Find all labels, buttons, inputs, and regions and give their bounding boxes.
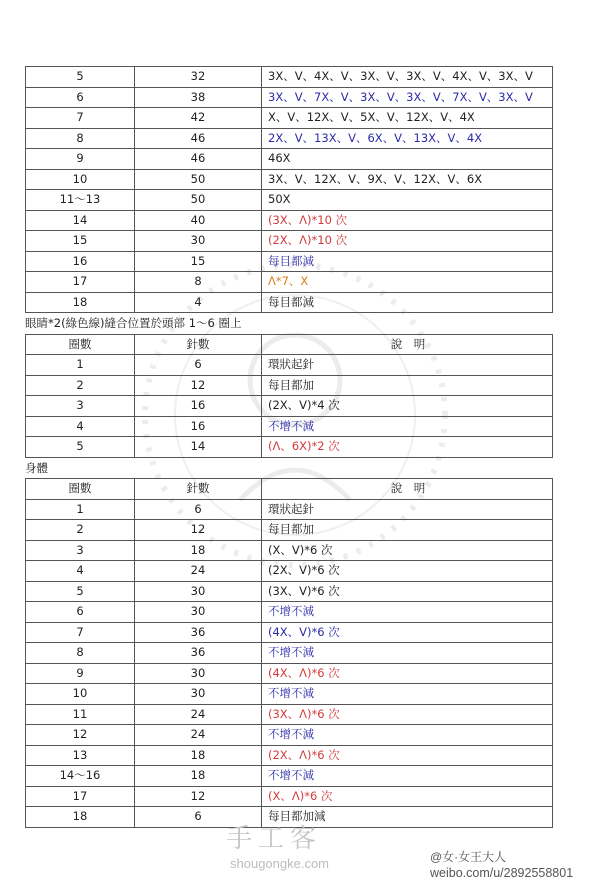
weibo-handle: @女·女王大人 [430, 850, 507, 864]
table-row [26, 725, 553, 746]
stitches-cell: 30 [135, 231, 262, 252]
desc-cell: 不增不減 [262, 643, 553, 664]
stitches-cell: 12 [135, 786, 262, 807]
round-cell: 2 [26, 375, 135, 396]
stitches-cell: 38 [135, 87, 262, 108]
col-header-stitches: 針數 [135, 479, 262, 500]
table-row [26, 231, 553, 252]
desc-cell: (2X、Λ)*6 次 [262, 745, 553, 766]
desc-cell: 每目都減 [262, 292, 553, 313]
round-cell: 8 [26, 643, 135, 664]
desc-cell: (X、Λ)*6 次 [262, 786, 553, 807]
desc-cell: (Λ、6X)*2 次 [262, 437, 553, 458]
desc-cell: (4X、V)*6 次 [262, 622, 553, 643]
stitches-cell: 50 [135, 169, 262, 190]
eyes-header-row [26, 334, 553, 355]
round-cell: 15 [26, 231, 135, 252]
desc-cell: 不增不減 [262, 684, 553, 705]
table-row [26, 396, 553, 417]
table-row [26, 149, 553, 170]
round-cell: 6 [26, 602, 135, 623]
body-header-row [26, 479, 553, 500]
stitches-cell: 24 [135, 725, 262, 746]
table-row [26, 622, 553, 643]
round-cell: 3 [26, 540, 135, 561]
round-cell: 13 [26, 745, 135, 766]
desc-cell: 不增不減 [262, 725, 553, 746]
table-row [26, 87, 553, 108]
col-header-round: 圈數 [26, 479, 135, 500]
round-cell: 3 [26, 396, 135, 417]
round-cell: 1 [26, 355, 135, 376]
stitches-cell: 30 [135, 581, 262, 602]
round-cell: 2 [26, 520, 135, 541]
table-row [26, 272, 553, 293]
desc-cell: 3X、V、4X、V、3X、V、3X、V、4X、V、3X、V [262, 67, 553, 88]
table-row [26, 581, 553, 602]
watermark-site: shougongke.com [230, 856, 330, 871]
table-row [26, 67, 553, 88]
table-row [26, 190, 553, 211]
stitches-cell: 18 [135, 766, 262, 787]
desc-cell: 46X [262, 149, 553, 170]
round-cell: 7 [26, 108, 135, 129]
stitches-cell: 6 [135, 355, 262, 376]
table-row [26, 704, 553, 725]
desc-cell: 每目都加減 [262, 807, 553, 828]
round-cell: 11 [26, 704, 135, 725]
table-row [26, 169, 553, 190]
eyes-table [25, 334, 553, 458]
stitches-cell: 12 [135, 375, 262, 396]
desc-cell: 50X [262, 190, 553, 211]
table-row [26, 437, 553, 458]
stitches-cell: 50 [135, 190, 262, 211]
table-row [26, 643, 553, 664]
table-row [26, 210, 553, 231]
stitches-cell: 46 [135, 128, 262, 149]
desc-cell: 不增不減 [262, 766, 553, 787]
body-table-body [26, 479, 553, 828]
head-table [25, 66, 553, 313]
table-row [26, 499, 553, 520]
stitches-cell: 36 [135, 643, 262, 664]
stitches-cell: 15 [135, 251, 262, 272]
stitches-cell: 30 [135, 602, 262, 623]
desc-cell: 不增不減 [262, 416, 553, 437]
table-row [26, 520, 553, 541]
desc-cell: 每目都加 [262, 520, 553, 541]
body-section-title: 身體 [25, 460, 48, 475]
desc-cell: X、V、12X、V、5X、V、12X、V、4X [262, 108, 553, 129]
desc-cell: 環狀起針 [262, 499, 553, 520]
round-cell: 5 [26, 581, 135, 602]
table-row [26, 355, 553, 376]
eyes-table-body [26, 334, 553, 457]
col-header-desc: 說 明 [262, 334, 553, 355]
round-cell: 14 [26, 210, 135, 231]
stitches-cell: 40 [135, 210, 262, 231]
stitches-cell: 30 [135, 663, 262, 684]
stitches-cell: 24 [135, 561, 262, 582]
round-cell: 9 [26, 149, 135, 170]
weibo-url: weibo.com/u/2892558801 [430, 866, 574, 880]
desc-cell: 每目都減 [262, 251, 553, 272]
stitches-cell: 32 [135, 67, 262, 88]
table-row [26, 375, 553, 396]
stitches-cell: 4 [135, 292, 262, 313]
stitches-cell: 8 [135, 272, 262, 293]
desc-cell: (3X、Λ)*6 次 [262, 704, 553, 725]
table-row [26, 540, 553, 561]
table-row [26, 663, 553, 684]
stitches-cell: 16 [135, 416, 262, 437]
desc-cell: (2X、V)*4 次 [262, 396, 553, 417]
round-cell: 16 [26, 251, 135, 272]
table-row [26, 251, 553, 272]
stitches-cell: 12 [135, 520, 262, 541]
round-cell: 4 [26, 416, 135, 437]
stitches-cell: 42 [135, 108, 262, 129]
round-cell: 1 [26, 499, 135, 520]
round-cell: 12 [26, 725, 135, 746]
stitches-cell: 6 [135, 499, 262, 520]
col-header-round: 圈數 [26, 334, 135, 355]
table-row [26, 416, 553, 437]
round-cell: 17 [26, 272, 135, 293]
stitches-cell: 16 [135, 396, 262, 417]
stitches-cell: 24 [135, 704, 262, 725]
stitches-cell: 36 [135, 622, 262, 643]
table-row [26, 745, 553, 766]
eyes-section-title: 眼睛*2(綠色線)縫合位置於頭部 1～6 圈上 [25, 316, 242, 330]
table-row [26, 786, 553, 807]
head-table-body [26, 67, 553, 313]
desc-cell: 不增不減 [262, 602, 553, 623]
table-row [26, 684, 553, 705]
table-row [26, 128, 553, 149]
desc-cell: (2X、Λ)*10 次 [262, 231, 553, 252]
round-cell: 9 [26, 663, 135, 684]
desc-cell: 3X、V、7X、V、3X、V、3X、V、7X、V、3X、V [262, 87, 553, 108]
table-row [26, 292, 553, 313]
table-row [26, 766, 553, 787]
round-cell: 5 [26, 67, 135, 88]
stitches-cell: 18 [135, 540, 262, 561]
col-header-desc: 說 明 [262, 479, 553, 500]
table-row [26, 108, 553, 129]
body-table [25, 478, 553, 828]
round-cell: 5 [26, 437, 135, 458]
table-row [26, 602, 553, 623]
stitches-cell: 30 [135, 684, 262, 705]
watermark-brand: 手工客 [226, 824, 323, 854]
round-cell: 8 [26, 128, 135, 149]
stitches-cell: 6 [135, 807, 262, 828]
round-cell: 10 [26, 169, 135, 190]
table-row [26, 561, 553, 582]
desc-cell: (2X、V)*6 次 [262, 561, 553, 582]
stitches-cell: 18 [135, 745, 262, 766]
desc-cell: (4X、Λ)*6 次 [262, 663, 553, 684]
col-header-stitches: 針數 [135, 334, 262, 355]
desc-cell: (3X、Λ)*10 次 [262, 210, 553, 231]
round-cell: 4 [26, 561, 135, 582]
round-cell: 6 [26, 87, 135, 108]
desc-cell: 3X、V、12X、V、9X、V、12X、V、6X [262, 169, 553, 190]
desc-cell: (X、V)*6 次 [262, 540, 553, 561]
round-cell: 17 [26, 786, 135, 807]
stitches-cell: 46 [135, 149, 262, 170]
stitches-cell: 14 [135, 437, 262, 458]
round-cell: 7 [26, 622, 135, 643]
desc-cell: 2X、V、13X、V、6X、V、13X、V、4X [262, 128, 553, 149]
round-cell: 10 [26, 684, 135, 705]
desc-cell: (3X、V)*6 次 [262, 581, 553, 602]
desc-cell: 環狀起針 [262, 355, 553, 376]
round-cell: 18 [26, 292, 135, 313]
round-cell: 14～16 [26, 766, 135, 787]
round-cell: 18 [26, 807, 135, 828]
desc-cell: 每目都加 [262, 375, 553, 396]
pattern-sheet [25, 66, 552, 828]
round-cell: 11～13 [26, 190, 135, 211]
desc-cell: Λ*7、X [262, 272, 553, 293]
